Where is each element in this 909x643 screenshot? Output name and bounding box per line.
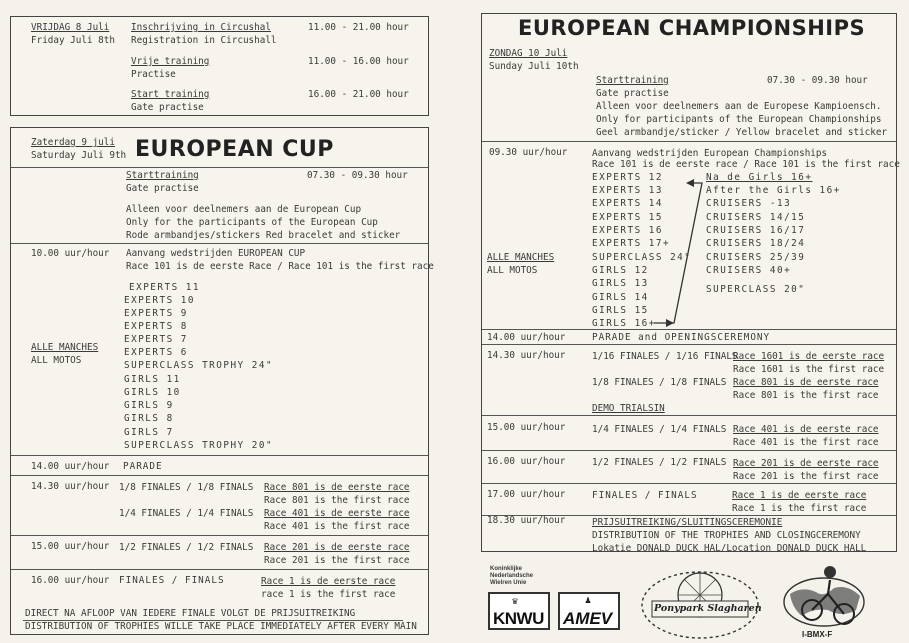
divider bbox=[482, 415, 896, 416]
registration-nl: Inschrijving in Circushal bbox=[131, 22, 271, 33]
cup-manches-nl: ALLE MANCHES bbox=[31, 342, 99, 353]
ch-f1-a1: Race 1601 is de eerste race bbox=[733, 351, 885, 362]
ch-start-time: 07.30 - 09.30 hour bbox=[767, 75, 868, 86]
ch-f4-time: 17.00 uur/hour bbox=[487, 489, 566, 500]
cup-finals1-b: 1/4 FINALES / 1/4 FINALS bbox=[119, 508, 254, 519]
amev-logo bbox=[558, 592, 620, 630]
free-training-nl: Vrije training bbox=[131, 56, 210, 67]
ch-f5-line: PRIJSUITREIKING/SLUITINGSCEREMONIE bbox=[592, 517, 783, 528]
ch-class-1: EXPERTS 14 bbox=[592, 198, 663, 209]
start-training-nl: Start training bbox=[131, 89, 210, 100]
ch-f1-b: 1/8 FINALES / 1/8 FINALS bbox=[592, 377, 727, 388]
european-cup-title: EUROPEAN CUP bbox=[135, 137, 334, 162]
cup-finals2-a1: Race 201 is de eerste race bbox=[264, 542, 410, 553]
ch-f4-a: FINALES / FINALS bbox=[592, 490, 698, 501]
knwu-caption bbox=[490, 566, 533, 587]
cup-note: Alleen voor deelnemers aan de European Cup bbox=[126, 204, 362, 215]
divider bbox=[482, 450, 896, 451]
ch-class-2: CRUISERS -13 bbox=[706, 198, 792, 209]
cup-race-time: 10.00 uur/hour bbox=[31, 248, 110, 259]
start-training-en: Gate practise bbox=[131, 102, 204, 113]
start-training-time: 16.00 - 21.00 hour bbox=[308, 89, 409, 100]
ch-f1-b2: Race 801 is the first race bbox=[733, 390, 879, 401]
cup-class: EXPERTS 9 bbox=[124, 308, 188, 319]
divider bbox=[482, 329, 896, 330]
ponypark-logo bbox=[640, 565, 760, 639]
championships-title: EUROPEAN CHAMPIONSHIPS bbox=[518, 16, 866, 40]
ch-class-1: EXPERTS 12 bbox=[592, 172, 663, 183]
sunday-day-en: Sunday Juli 10th bbox=[489, 61, 579, 72]
knwu-caption-line: Wielren Unie bbox=[490, 580, 527, 586]
ch-class-2: After the Girls 16+ bbox=[706, 185, 841, 196]
ch-class-1: EXPERTS 16 bbox=[592, 225, 663, 236]
ch-f5-line: Lokatie DONALD DUCK HAL/Location DONALD DUCK HALL bbox=[592, 543, 867, 554]
cup-start-nl: Starttraining bbox=[126, 170, 199, 181]
crown-icon: ♛ bbox=[512, 596, 519, 607]
friday-day-nl: VRIJDAG 8 Juli bbox=[31, 22, 110, 33]
ch-f2-a2: Race 401 is the first race bbox=[733, 437, 879, 448]
arrow-icon bbox=[652, 171, 712, 331]
ch-f3-time: 16.00 uur/hour bbox=[487, 456, 566, 467]
european-cup-box bbox=[10, 127, 434, 635]
divider bbox=[11, 243, 428, 244]
championships-box bbox=[481, 43, 900, 554]
ch-class-1: SUPERCLASS 24" bbox=[592, 252, 692, 263]
ch-note: Geel armbandje/sticker / Yellow bracelet and sticker bbox=[596, 127, 888, 138]
championships-title-box bbox=[481, 13, 897, 44]
cup-finals3-a: FINALES / FINALS bbox=[119, 575, 225, 586]
ch-start-nl: Starttraining bbox=[596, 75, 669, 86]
ch-f3-a1: Race 201 is de eerste race bbox=[733, 458, 879, 469]
cup-manches-en: ALL MOTOS bbox=[31, 355, 82, 366]
ch-f4-a1: Race 1 is de eerste race bbox=[732, 490, 867, 501]
registration-time: 11.00 - 21.00 hour bbox=[308, 22, 409, 33]
cup-class: GIRLS 9 bbox=[124, 400, 174, 411]
knwu-wordmark: KNWU bbox=[493, 609, 544, 628]
globe-rider-icon bbox=[772, 558, 892, 640]
cup-class: EXPERTS 8 bbox=[124, 321, 188, 332]
ch-class-1: GIRLS 14 bbox=[592, 292, 649, 303]
ch-race-head: Race 101 is de eerste race / Race 101 is the first race bbox=[592, 159, 900, 170]
divider bbox=[11, 569, 428, 570]
divider bbox=[482, 141, 896, 142]
saturday-day-en: Saturday Juli 9th bbox=[31, 150, 127, 161]
cup-finals1-b1: Race 401 is de eerste race bbox=[264, 508, 410, 519]
cup-parade-time: 14.00 uur/hour bbox=[31, 461, 110, 472]
ch-race-head: Aanvang wedstrijden European Championships bbox=[592, 148, 828, 159]
divider bbox=[482, 344, 896, 345]
ch-f3-a: 1/2 FINALES / 1/2 FINALS bbox=[592, 457, 727, 468]
saturday-day-nl: Zaterdag 9 juli bbox=[31, 137, 115, 148]
cup-finals3-a2: race 1 is the first race bbox=[261, 589, 396, 600]
cup-finals1-time: 14.30 uur/hour bbox=[31, 481, 110, 492]
cup-class: EXPERTS 10 bbox=[124, 295, 195, 306]
ch-class-1: GIRLS 15 bbox=[592, 305, 649, 316]
cup-finals3-time: 16.00 uur/hour bbox=[31, 575, 110, 586]
ch-f5-line: DISTRIBUTION OF THE TROPHIES AND CLOSINGCEREMONY bbox=[592, 530, 861, 541]
ch-class-1: GIRLS 12 bbox=[592, 265, 649, 276]
ch-class-2: CRUISERS 14/15 bbox=[706, 212, 806, 223]
cup-race-head: Race 101 is de eerste Race / Race 101 is the first race bbox=[126, 261, 434, 272]
cup-class: GIRLS 10 bbox=[124, 387, 181, 398]
cup-note: Rode armbandjes/stickers Red bracelet and sticker bbox=[126, 230, 401, 241]
divider bbox=[11, 455, 428, 456]
cup-finals2-a2: Race 201 is the first race bbox=[264, 555, 410, 566]
ch-class-2: CRUISERS 18/24 bbox=[706, 238, 806, 249]
cup-finals3-a1: Race 1 is de eerste race bbox=[261, 576, 396, 587]
cup-footer: DISTRIBUTION OF TROPHIES WILLE TAKE PLACE IMMEDIATELY AFTER EVERY MAIN bbox=[25, 621, 417, 632]
ch-manches-nl: ALLE MANCHES bbox=[487, 252, 555, 263]
cup-footer: DIRECT NA AFLOOP VAN IEDERE FINALE VOLGT DE PRIJSUITREIKING bbox=[25, 608, 356, 619]
cup-parade: PARADE bbox=[123, 461, 163, 472]
cup-finals1-b2: Race 401 is the first race bbox=[264, 521, 410, 532]
divider bbox=[11, 535, 428, 536]
divider bbox=[482, 483, 896, 484]
cup-finals2-a: 1/2 FINALES / 1/2 FINALS bbox=[119, 542, 254, 553]
ch-f5-time: 18.30 uur/hour bbox=[487, 515, 566, 526]
cup-start-time: 07.30 - 09.30 hour bbox=[307, 170, 408, 181]
ch-f1-a2: Race 1601 is the first race bbox=[733, 364, 885, 375]
cup-class: GIRLS 11 bbox=[124, 374, 181, 385]
bmx-wordmark: I-BMX-F bbox=[802, 630, 833, 639]
ch-class-2: CRUISERS 25/39 bbox=[706, 252, 806, 263]
cup-class: GIRLS 8 bbox=[124, 413, 174, 424]
cup-finals1-a1: Race 801 is de eerste race bbox=[264, 482, 410, 493]
cup-finals1-a: 1/8 FINALES / 1/8 FINALS bbox=[119, 482, 254, 493]
cup-class: EXPERTS 11 bbox=[129, 282, 200, 293]
ch-race-time: 09.30 uur/hour bbox=[489, 147, 568, 158]
ferris-wheel-icon bbox=[640, 565, 760, 639]
ch-note: Only for participants of the European Championships bbox=[596, 114, 882, 125]
ch-class-2: SUPERCLASS 20" bbox=[706, 284, 806, 295]
cup-finals2-time: 15.00 uur/hour bbox=[31, 541, 110, 552]
cup-class: GIRLS 7 bbox=[124, 427, 174, 438]
friday-day-en: Friday Juli 8th bbox=[31, 35, 115, 46]
amev-wordmark: AMEV bbox=[563, 609, 613, 628]
ch-class-2: Na de Girls 16+ bbox=[706, 172, 813, 183]
cup-note: Only for the participants of the European Cup bbox=[126, 217, 378, 228]
ch-f2-time: 15.00 uur/hour bbox=[487, 422, 566, 433]
divider bbox=[11, 167, 428, 168]
cup-race-head: Aanvang wedstrijden EUROPEAN CUP bbox=[126, 248, 306, 259]
cup-finals1-a2: Race 801 is the first race bbox=[264, 495, 410, 506]
ch-note: Alleen voor deelnemers aan de Europese Kampioensch. bbox=[596, 101, 882, 112]
ch-class-1: EXPERTS 15 bbox=[592, 212, 663, 223]
cup-class: SUPERCLASS TROPHY 20" bbox=[124, 440, 274, 451]
ch-f1-b1: Race 801 is de eerste race bbox=[733, 377, 879, 388]
bmx-logo bbox=[772, 558, 892, 640]
figure-icon: ♟ bbox=[585, 595, 592, 606]
ch-f3-a2: Race 201 is the first race bbox=[733, 471, 879, 482]
ch-class-1: GIRLS 13 bbox=[592, 278, 649, 289]
divider bbox=[11, 475, 428, 476]
ch-f1-time: 14.30 uur/hour bbox=[487, 350, 566, 361]
cup-class: SUPERCLASS TROPHY 24" bbox=[124, 360, 274, 371]
ch-parade: PARADE and OPENINGSCEREMONY bbox=[592, 332, 771, 343]
friday-schedule-box bbox=[10, 16, 429, 116]
ch-class-1: GIRLS 16+ bbox=[592, 318, 656, 329]
ch-f1-a: 1/16 FINALES / 1/16 FINALS bbox=[592, 351, 738, 362]
ch-f2-a: 1/4 FINALES / 1/4 FINALS bbox=[592, 424, 727, 435]
ch-class-1: EXPERTS 17+ bbox=[592, 238, 671, 249]
knwu-logo bbox=[488, 592, 550, 630]
registration-en: Registration in Circushall bbox=[131, 35, 277, 46]
ch-f4-a2: Race 1 is the first race bbox=[732, 503, 867, 514]
knwu-caption-line: Nederlandsche bbox=[490, 573, 534, 579]
ch-start-en: Gate practise bbox=[596, 88, 669, 99]
cup-class: EXPERTS 7 bbox=[124, 334, 188, 345]
ch-class-2: CRUISERS 40+ bbox=[706, 265, 792, 276]
cup-class: EXPERTS 6 bbox=[124, 347, 188, 358]
ch-parade-time: 14.00 uur/hour bbox=[487, 332, 566, 343]
free-training-time: 11.00 - 16.00 hour bbox=[308, 56, 409, 67]
knwu-caption-line: Koninklijke bbox=[490, 566, 523, 572]
ch-f2-a1: Race 401 is de eerste race bbox=[733, 424, 879, 435]
sunday-day-nl: ZONDAG 10 Juli bbox=[489, 48, 568, 59]
ch-manches-en: ALL MOTOS bbox=[487, 265, 538, 276]
cup-start-en: Gate practise bbox=[126, 183, 199, 194]
free-training-en: Practise bbox=[131, 69, 176, 80]
ponypark-wordmark: Ponypark Slagharen bbox=[654, 603, 762, 614]
ch-class-1: EXPERTS 13 bbox=[592, 185, 663, 196]
ch-class-2: CRUISERS 16/17 bbox=[706, 225, 806, 236]
ch-demo: DEMO TRIALSIN bbox=[592, 403, 665, 414]
